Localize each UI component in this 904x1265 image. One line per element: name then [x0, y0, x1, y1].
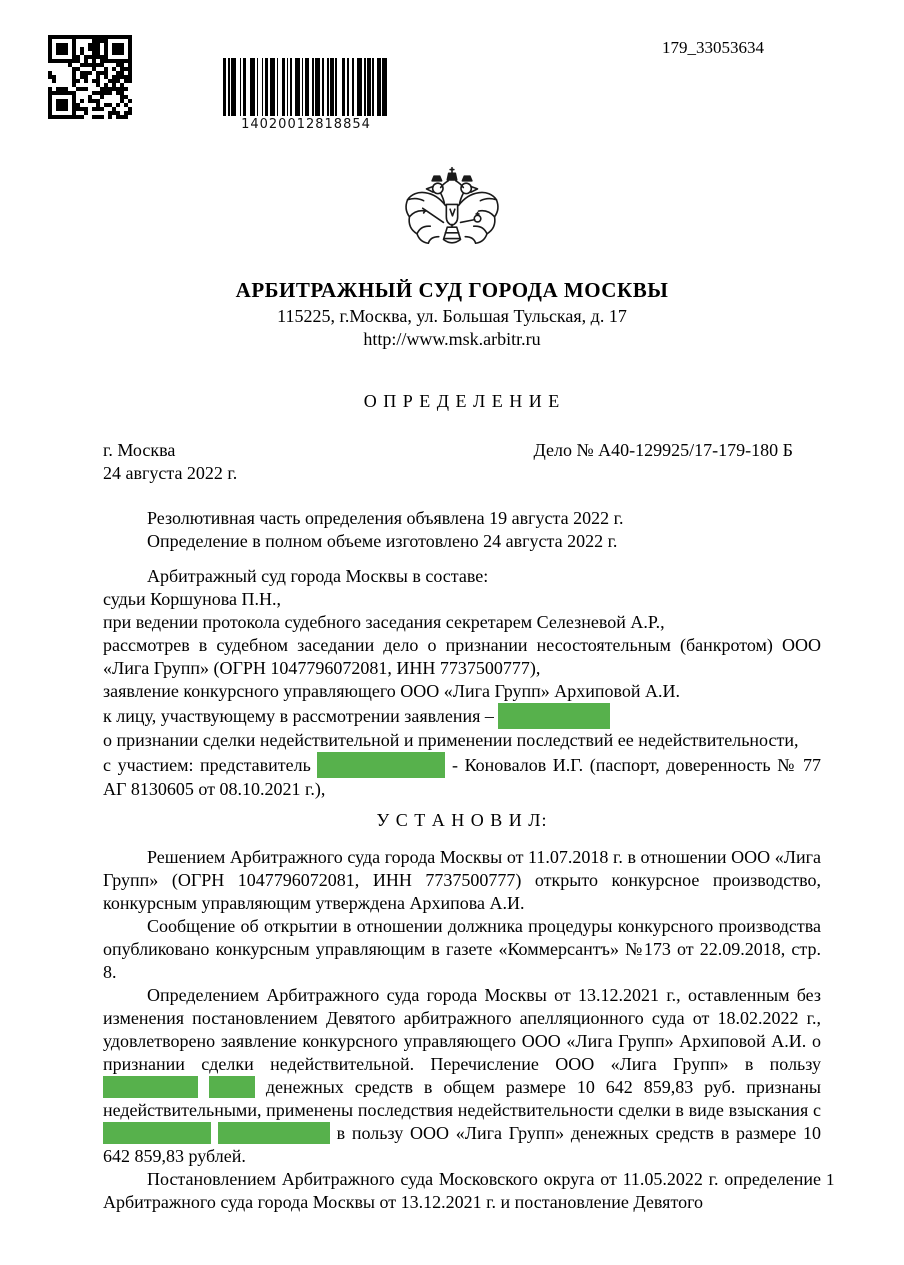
redaction-box — [103, 1076, 198, 1098]
paragraph-3: Определением Арбитражного суда города Москвы от 13.12.2021 г., оставленным без изменения постановлением Девятого арбитражного апелляционного суда от 18.02.2022 г., удовлетворено заявление конкурсного управляющего ООО «Лига Групп» Архиповой А.И. о признании сделки недействительной. Перечисление ООО «Лига Групп» в пользу денежных средств в общем размере 10 642 859,83 руб. признаны недействительными, применены последствия недействительности сделки в виде взыскания с в пользу ООО «Лига Групп» денежных средств в размере 10 642 859,83 рублей. — [103, 985, 821, 1166]
case-date: 24 августа 2022 г. — [103, 463, 238, 483]
redaction-box — [103, 1122, 211, 1144]
judge-line: судьи Коршунова П.Н., — [103, 589, 281, 609]
qr-code — [48, 35, 132, 119]
application-line: заявление конкурсного управляющего ООО «Лига Групп» Архиповой А.И. — [103, 681, 681, 701]
secretary-line: при ведении протокола судебного заседания секретарем Селезневой А.Р., — [103, 612, 665, 632]
established-heading: У С Т А Н О В И Л: — [376, 810, 548, 830]
redaction-box — [218, 1122, 330, 1144]
case-city: г. Москва — [103, 440, 176, 460]
barcode-number: 14020012818854 — [241, 117, 371, 132]
case-info-row — [103, 439, 821, 462]
barcode — [222, 58, 390, 132]
coat-of-arms-eagle-icon — [400, 160, 504, 266]
redaction-box — [498, 703, 610, 729]
barcode-bars — [223, 58, 389, 116]
subject-line: о признании сделки недействительной и применении последствий ее недействительности, — [103, 730, 799, 750]
court-header — [0, 278, 904, 350]
paragraph-4: Постановлением Арбитражного суда Московского округа от 11.05.2022 г. определение Арбитражного суда города Москвы от 13.12.2021 г. и постановление Девятого — [103, 1169, 821, 1212]
document-id: 179_33053634 — [662, 38, 764, 57]
redaction-box — [209, 1076, 255, 1098]
to-person-line: к лицу, участвующему в рассмотрении заявления – — [103, 703, 821, 729]
participation-line: с участием: представитель - Коновалов И.Г. (паспорт, доверенность № 77 АГ 8130605 от 08.10.2021 г.), — [103, 752, 821, 801]
court-address: 115225, г.Москва, ул. Большая Тульская, д. 17 — [277, 306, 627, 326]
announcement-block — [103, 507, 821, 553]
document-body — [103, 390, 821, 1214]
page-number: 1 — [826, 1170, 835, 1189]
redaction-box — [317, 752, 445, 778]
full-volume-line: Определение в полном объеме изготовлено 24 августа 2022 г. — [147, 531, 618, 551]
document-title: О П Р Е Д Е Л Е Н И Е — [363, 391, 561, 411]
court-website: http://www.msk.arbitr.ru — [363, 329, 541, 349]
resolutive-line: Резолютивная часть определения объявлена 19 августа 2022 г. — [147, 508, 624, 528]
case-number: Дело № А40-129925/17-179-180 Б — [533, 440, 793, 460]
court-composition: Арбитражный суд города Москвы в составе: — [147, 566, 489, 586]
court-name: АРБИТРАЖНЫЙ СУД ГОРОДА МОСКВЫ — [235, 278, 669, 302]
paragraph-1: Решением Арбитражного суда города Москвы от 11.07.2018 г. в отношении ООО «Лига Групп» (ОГРН 1047796072081, ИНН 7737500777) открыто конкурсное производство, конкурсным управляющим утверждена Архипова А.И. — [103, 847, 821, 913]
considered-line: рассмотрев в судебном заседании дело о признании несостоятельным (банкротом) ООО «Лига Групп» (ОГРН 1047796072081, ИНН 7737500777), — [103, 635, 821, 678]
paragraph-2: Сообщение об открытии в отношении должника процедуры конкурсного производства опубликовано конкурсным управляющим в газете «Коммерсантъ» №173 от 22.09.2018, стр. 8. — [103, 916, 821, 982]
